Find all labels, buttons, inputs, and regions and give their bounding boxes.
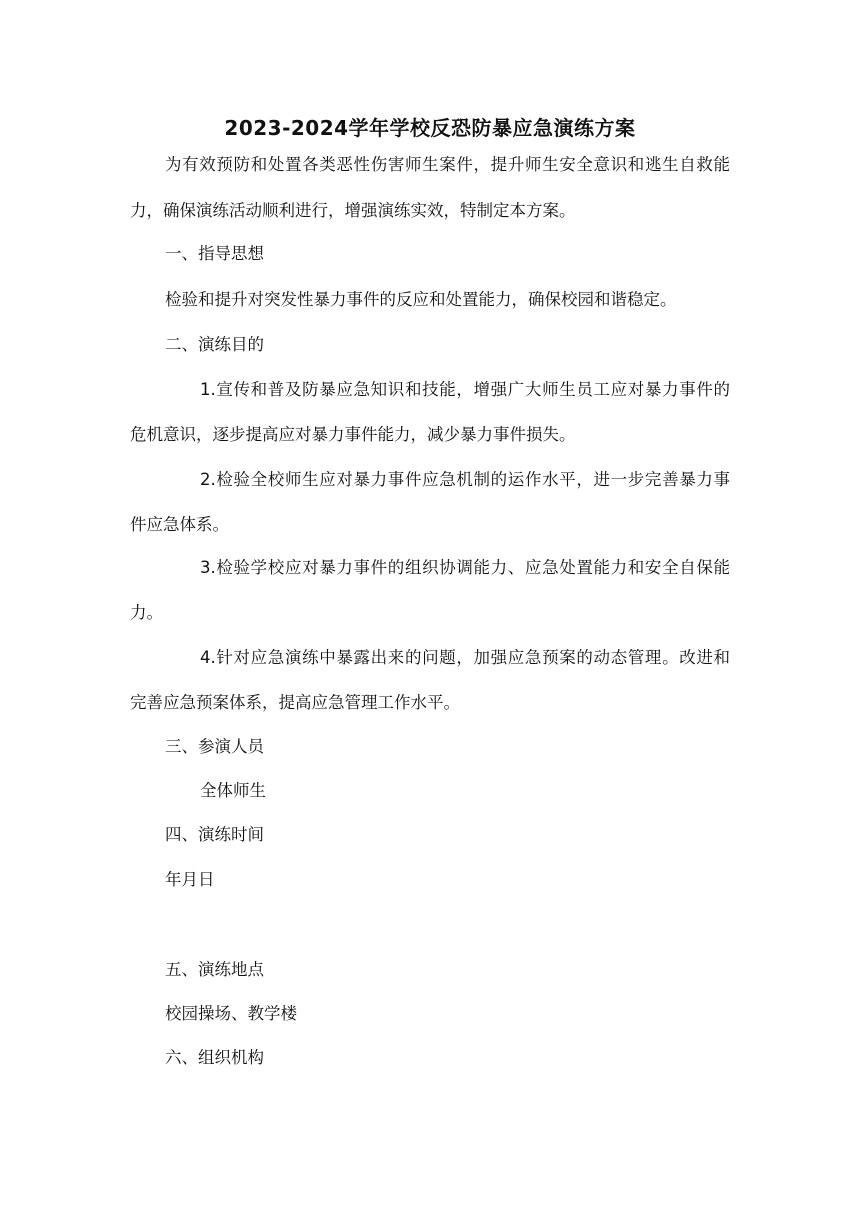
purpose-item-1-line-2: 危机意识，逐步提高应对暴力事件能力，减少暴力事件损失。	[130, 425, 576, 444]
purpose-item-4-line-1: 4.针对应急演练中暴露出来的问题，加强应急预案的动态管理。改进和	[200, 648, 730, 667]
purpose-item-1-line-1: 1.宣传和普及防暴应急知识和技能，增强广大师生员工应对暴力事件的	[200, 380, 730, 399]
section-heading-drill-purpose: 二、演练目的	[165, 335, 264, 354]
section-heading-guiding-thought: 一、指导思想	[165, 244, 264, 263]
participants-text: 全体师生	[200, 781, 266, 800]
section-heading-drill-location: 五、演练地点	[165, 960, 264, 979]
purpose-item-3-line-2: 力。	[130, 603, 163, 622]
section-heading-participants: 三、参演人员	[165, 737, 264, 756]
drill-time-text: 年月日	[165, 870, 215, 889]
section-heading-drill-time: 四、演练时间	[165, 825, 264, 844]
purpose-item-3-line-1: 3.检验学校应对暴力事件的组织协调能力、应急处置能力和安全自保能	[200, 558, 730, 577]
purpose-item-2-line-2: 件应急体系。	[130, 515, 229, 534]
purpose-item-4-line-2: 完善应急预案体系，提高应急管理工作水平。	[130, 693, 460, 712]
purpose-item-2-line-1: 2.检验全校师生应对暴力事件应急机制的运作水平，进一步完善暴力事	[200, 470, 730, 489]
intro-line-1: 为有效预防和处置各类恶性伤害师生案件，提升师生安全意识和逃生自救能	[165, 155, 730, 174]
section-heading-organization: 六、组织机构	[165, 1048, 264, 1067]
intro-line-2: 力，确保演练活动顺利进行，增强演练实效，特制定本方案。	[130, 201, 576, 220]
guiding-thought-text: 检验和提升对突发性暴力事件的反应和处置能力，确保校园和谐稳定。	[165, 290, 677, 309]
document-title: 2023-2024学年学校反恐防暴应急演练方案	[224, 116, 636, 140]
drill-location-text: 校园操场、教学楼	[165, 1004, 297, 1023]
